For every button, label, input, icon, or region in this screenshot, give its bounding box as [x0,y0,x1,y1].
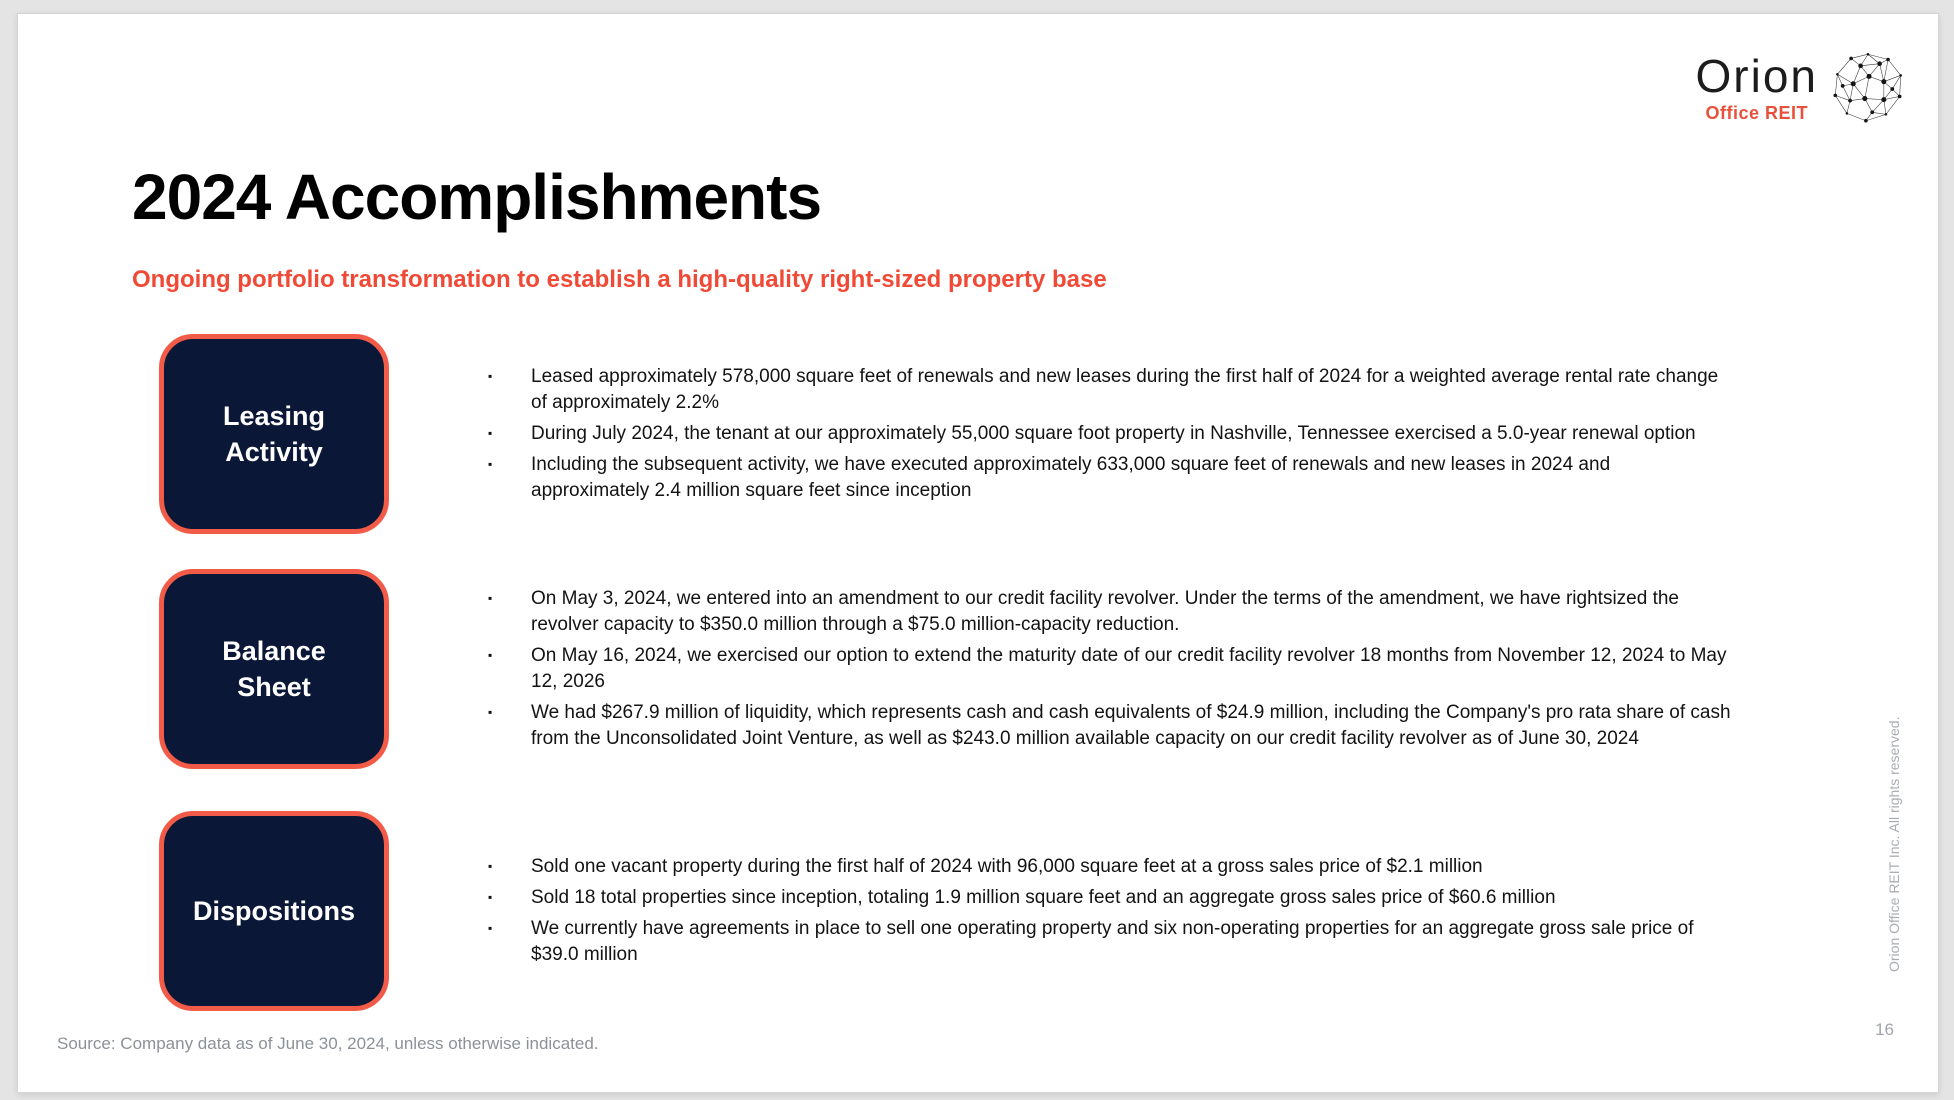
bullet-item: ▪ Sold 18 total properties since inception, totaling 1.9 million square feet and an aggregate gross sales price of $60.6 million [486,885,1731,911]
logo-subtext: Office REIT [1705,102,1809,123]
section-balance-sheet [159,569,1731,769]
page-number: 16 [1875,1020,1894,1039]
bullet-list-balance-sheet [486,586,1731,752]
logo-brand-text: Orion [1695,49,1818,102]
bullet-item: ▪ Sold one vacant property during the first half of 2024 with 96,000 square feet at a gross sales price of $2.1 million [486,854,1731,880]
section-box-label-line: Activity [225,437,323,467]
bullet-list-leasing-activity [486,364,1731,504]
bullet-list-dispositions [486,854,1731,968]
bullet-item: ▪ Including the subsequent activity, we have executed approximately 633,000 square feet of renewals and new leases in 2024 and approximately 2.4 million square feet since inception [486,452,1731,504]
copyright-vertical-text: Orion Office REIT Inc. All rights reserved. [1886,716,1902,972]
source-note: Source: Company data as of June 30, 2024, unless otherwise indicated. [57,1034,599,1053]
logo-wordmark [1695,49,1818,124]
subtitle: Ongoing portfolio transformation to establish a high-quality right-sized property base [132,266,1107,293]
presentation-slide [17,13,1939,1093]
section-leasing-activity [159,334,1731,534]
bullet-item: ▪ Leased approximately 578,000 square feet of renewals and new leases during the first half of 2024 for a weighted average rental rate change of approximately 2.2% [486,364,1731,416]
network-globe-icon [1830,50,1906,126]
bullet-item: ▪ On May 16, 2024, we exercised our option to extend the maturity date of our credit facility revolver 18 months from November 12, 2024 to May 12, 2026 [486,643,1731,695]
page-title: 2024 Accomplishments [132,161,822,233]
section-box-label-line: Balance [222,635,326,666]
bullet-item: ▪ We had $267.9 million of liquidity, which represents cash and cash equivalents of $24.9 million, including the Company's pro rata share of cash from the Unconsolidated Joint Venture, as well as $243.0 million available capacity on our credit facility revolver as of June 30, 2024 [486,700,1731,752]
section-box-leasing-activity [159,334,389,534]
bullet-item: ▪ We currently have agreements in place to sell one operating property and six non-operating properties for an aggregate gross sale price of $39.0 million [486,916,1731,968]
section-dispositions [159,811,1731,1011]
section-box-balance-sheet [159,569,389,769]
bullet-item: ▪ During July 2024, the tenant at our approximately 55,000 square foot property in Nashville, Tennessee exercised a 5.0-year renewal option [486,421,1731,447]
company-logo [1696,50,1906,126]
section-box-label-line: Dispositions [192,895,355,926]
bullet-item: ▪ On May 3, 2024, we entered into an amendment to our credit facility revolver. Under the terms of the amendment, we have rightsized the revolver capacity to $350.0 million through a $75.0 million-capacity reduction. [486,586,1731,638]
section-box-label-line: Leasing [222,400,326,431]
section-box-label-line: Sheet [237,672,311,702]
section-box-dispositions [159,811,389,1011]
